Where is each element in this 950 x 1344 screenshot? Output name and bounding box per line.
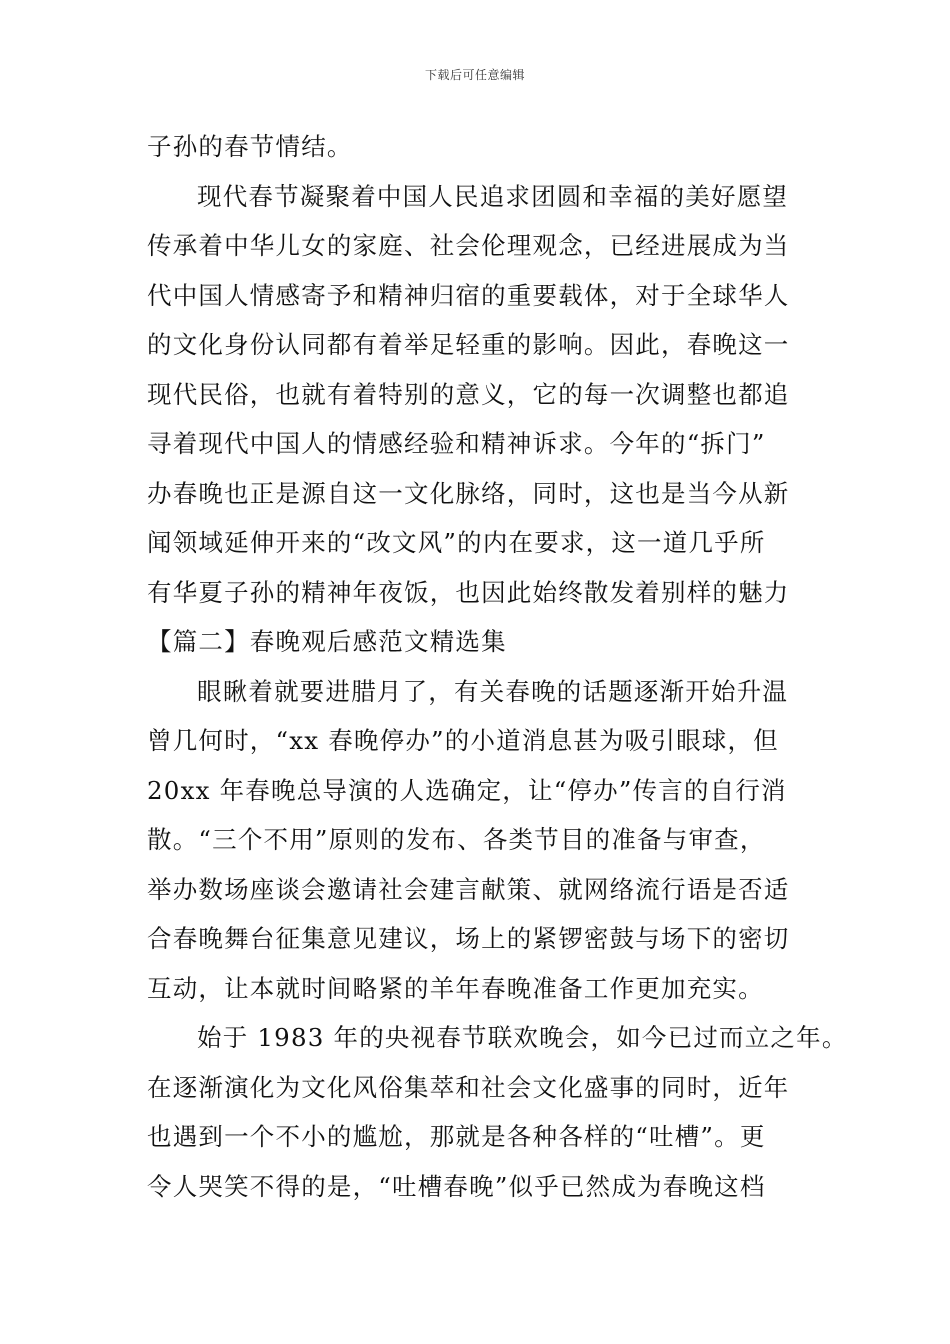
text-line: 有华夏子孙的精神年夜饭，也因此始终散发着别样的魅力 bbox=[147, 577, 790, 607]
text-line: 也遇到一个不小的尴尬，那就是各种各样的“吐槽”。更 bbox=[147, 1122, 766, 1151]
text-line: 的文化身份认同都有着举足轻重的影响。因此，春晚这一 bbox=[147, 330, 790, 359]
text-line: 20xx 年春晚总导演的人选确定，让“停办”传言的自行消 bbox=[147, 775, 787, 805]
text-line: 办春晚也正是源自这一文化脉络，同时，这也是当今从新 bbox=[147, 478, 790, 508]
text-line: 寻着现代中国人的情感经验和精神诉求。今年的“拆门” bbox=[147, 429, 766, 458]
text-line: 曾几何时，“xx 春晚停办”的小道消息甚为吸引眼球，但 bbox=[147, 726, 779, 755]
text-line: 眼瞅着就要进腊月了，有关春晚的话题逐渐开始升温 bbox=[197, 676, 789, 706]
text-line: 互动，让本就时间略紧的羊年春晚准备工作更加充实。 bbox=[147, 973, 764, 1003]
document-body bbox=[147, 122, 848, 1211]
text-line: 闻领域延伸开来的“改文风”的内在要求，这一道几乎所 bbox=[147, 528, 766, 557]
text-line: 现代春节凝聚着中国人民追求团圆和幸福的美好愿望 bbox=[197, 181, 789, 211]
text-line: 现代民俗，也就有着特别的意义，它的每一次调整也都追 bbox=[147, 379, 790, 409]
page-header-note: 下载后可任意编辑 bbox=[424, 68, 525, 82]
text-line: 散。“三个不用”原则的发布、各类节目的准备与审查， bbox=[147, 825, 766, 854]
text-line: 子孙的春节情结。 bbox=[147, 132, 353, 161]
text-line: 举办数场座谈会邀请社会建言献策、就网络流行语是否适 bbox=[147, 874, 790, 904]
text-line: 始于 1983 年的央视春节联欢晚会，如今已过而立之年。 bbox=[197, 1023, 848, 1052]
text-line: 在逐渐演化为文化风俗集萃和社会文化盛事的同时，近年 bbox=[147, 1072, 790, 1102]
text-line: 令人哭笑不得的是，“吐槽春晚”似乎已然成为春晚这档 bbox=[147, 1171, 766, 1201]
section-heading: 【篇二】春晚观后感范文精选集 bbox=[147, 627, 507, 656]
text-line: 合春晚舞台征集意见建议，场上的紧锣密鼓与场下的密切 bbox=[147, 924, 790, 953]
text-line: 传承着中华儿女的家庭、社会伦理观念，已经进展成为当 bbox=[147, 231, 790, 260]
text-line: 代中国人情感寄予和精神归宿的重要载体，对于全球华人 bbox=[147, 280, 790, 310]
